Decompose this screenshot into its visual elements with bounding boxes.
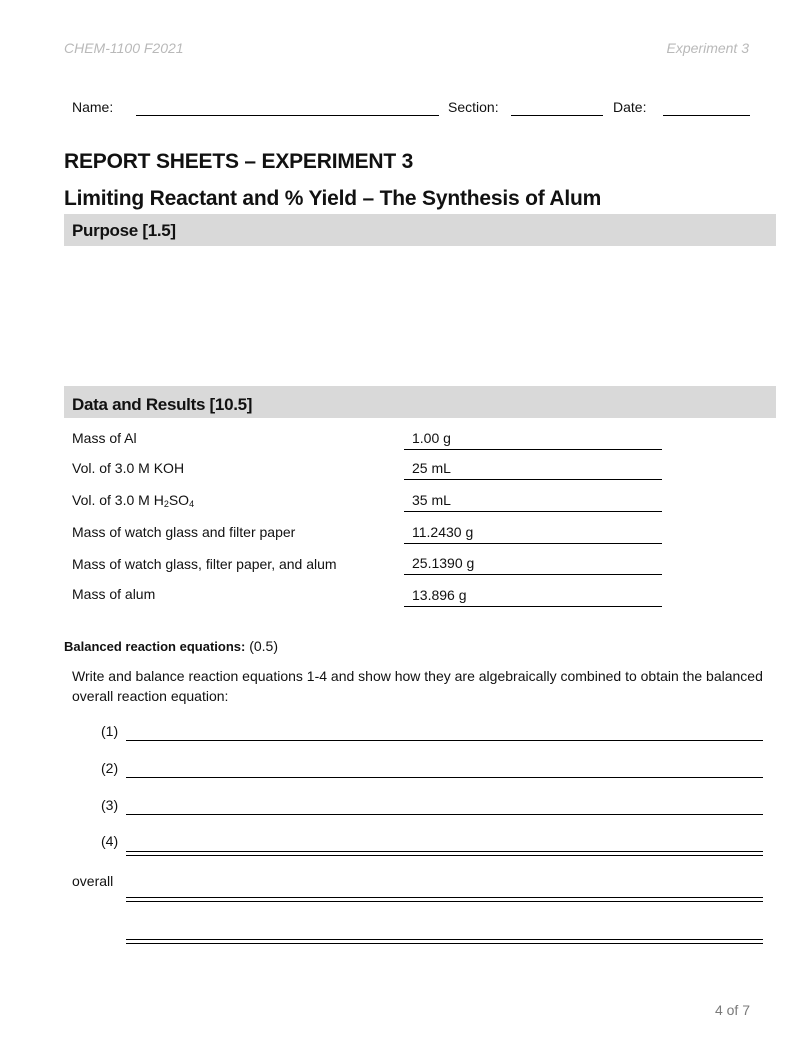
row-label-mass-glass-paper: Mass of watch glass and filter paper xyxy=(72,524,296,540)
value-mass-glass-paper[interactable]: 11.2430 g xyxy=(404,521,662,544)
value-mass-al[interactable]: 1.00 g xyxy=(404,427,662,450)
page-number: 4 of 7 xyxy=(714,1002,750,1018)
value-mass-glass-paper-alum[interactable]: 25.1390 g xyxy=(404,552,662,575)
equation-line-3[interactable] xyxy=(126,814,763,815)
purpose-section-header xyxy=(64,214,776,246)
equation-line-1[interactable] xyxy=(126,740,763,741)
data-results-heading: Data and Results [10.5] xyxy=(72,395,253,414)
name-label: Name: xyxy=(72,99,114,115)
equation-line-4[interactable] xyxy=(126,851,763,856)
date-field[interactable] xyxy=(663,115,750,116)
overall-equation-line[interactable] xyxy=(126,897,763,902)
section-field[interactable] xyxy=(511,115,603,116)
name-field[interactable] xyxy=(136,115,439,116)
row-label-mass-al: Mass of Al xyxy=(72,430,137,446)
section-label: Section: xyxy=(448,99,499,115)
balanced-heading: Balanced reaction equations: (0.5) xyxy=(64,638,279,654)
value-vol-koh[interactable]: 25 mL xyxy=(404,457,662,480)
value-vol-h2so4[interactable]: 35 mL xyxy=(404,489,662,512)
row-label-mass-alum: Mass of alum xyxy=(72,586,156,602)
report-title: REPORT SHEETS – EXPERIMENT 3 xyxy=(64,150,414,173)
experiment-subtitle: Limiting Reactant and % Yield – The Synthesis of Alum xyxy=(64,187,602,210)
overall-label: overall xyxy=(72,873,114,889)
date-label: Date: xyxy=(613,99,647,115)
equation-label-4: (4) xyxy=(101,833,119,849)
experiment-label: Experiment 3 xyxy=(666,40,749,56)
row-label-vol-koh: Vol. of 3.0 M KOH xyxy=(72,460,185,476)
purpose-answer-area[interactable] xyxy=(64,250,776,380)
equation-line-2[interactable] xyxy=(126,777,763,778)
equation-label-3: (3) xyxy=(101,797,119,813)
balanced-instructions: Write and balance reaction equations 1-4 and show how they are algebraically combined to obtain the balanced overall reaction equation: xyxy=(72,668,763,704)
course-code: CHEM-1100 F2021 xyxy=(64,40,184,56)
equation-label-2: (2) xyxy=(101,760,119,776)
row-label-vol-h2so4: Vol. of 3.0 M $H_2SO_4$ xyxy=(72,492,195,509)
value-mass-alum[interactable]: 13.896 g xyxy=(404,584,662,607)
purpose-heading: Purpose [1.5] xyxy=(72,221,176,240)
data-results-section-header xyxy=(64,386,776,418)
row-label-mass-glass-paper-alum: Mass of watch glass, filter paper, and alum xyxy=(72,556,337,572)
equation-label-1: (1) xyxy=(101,723,119,739)
overall-equation-line-2[interactable] xyxy=(126,939,763,944)
